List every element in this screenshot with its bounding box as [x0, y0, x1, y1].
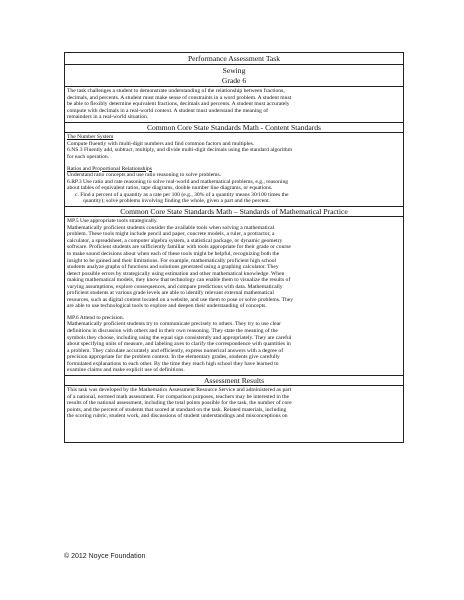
- description-line: remainders in a real-world situation.: [67, 114, 149, 121]
- practice-standards-heading: Common Core State Standards Math – Standards of Mathematical Practice: [65, 207, 403, 217]
- standard-line: Compute fluently with multi-digit numbers and find common factors and multiples.: [67, 140, 255, 147]
- practice-line: to make sound decisions about when each of these tools might be helpful, recognizing both the: [67, 250, 280, 257]
- practice-line: students analyze graphs of functions and solutions generated using a graphing calculator. They: [67, 264, 279, 271]
- ratios-title: Ratios and Proportional Relationships: [67, 165, 152, 172]
- description-line: The task challenges a student to demonstrate understanding of the relationship between fractions,: [67, 88, 285, 95]
- practice-line: varying assumptions, explore consequences, and compare predictions with data. Mathematically: [67, 283, 283, 290]
- practice-line: software. Proficient students are sufficiently familiar with tools appropriate for their grade or course: [67, 244, 291, 251]
- practice-line: formulated explanations to each other. By the time they reach high school they have learned to: [67, 360, 279, 367]
- assessment-results-heading: Assessment Results: [65, 376, 403, 386]
- mp5-title: MP.5 Use appropriate tools strategically.: [67, 218, 158, 225]
- practice-line: proficient students at various grade levels are able to identify relevant external mathematical: [67, 290, 274, 297]
- content-standards-body: [65, 133, 403, 206]
- header-block: [65, 53, 403, 65]
- grade-label: Grade 6: [221, 75, 247, 85]
- standard-subitem: c. Find a percent of a quantity as a rate per 100 (e.g., 30% of a quantity means 30/100 times the: [75, 191, 289, 198]
- practice-line: precision appropriate for the problem context. In the elementary grades, students give carefully: [67, 354, 280, 361]
- assessment-line: of a national, normed math assessment. For comparison purposes, teachers may be interested in the: [67, 393, 289, 400]
- assessment-document: [64, 52, 404, 443]
- mp6-title: MP.6 Attend to precision.: [67, 314, 125, 321]
- assessment-line: points, and the percent of students that scored at standard on the task. Related materials, including: [67, 406, 287, 413]
- practice-line: a problem. They calculate accurately and efficiently, express numerical answers with a degree of: [67, 347, 284, 354]
- practice-line: resources, such as digital content located on a website, and use them to pose or solve problems. They: [67, 296, 294, 303]
- task-title: Performance Assessment Task: [187, 54, 281, 63]
- practice-line: examine claims and make explicit use of definitions.: [67, 367, 185, 374]
- assessment-line: the scoring rubric, student work, and discussions of student understandings and misconceptions on: [67, 413, 288, 420]
- assessment-line: results of the national assessment, including the total points possible for the task, the number of core: [67, 400, 292, 407]
- practice-line: problem. These tools might include pencil and paper, concrete models, a ruler, a protractor, a: [67, 231, 275, 238]
- task-name: Sewing: [222, 66, 246, 76]
- copyright-footer: © 2012 Noyce Foundation: [64, 553, 146, 560]
- practice-line: Mathematically proficient students consider the available tools when solving a mathematical: [67, 224, 275, 231]
- standard-line: Understand ratio concepts and use ratio reasoning to solve problems.: [67, 172, 222, 179]
- description-line: compute with decimals in a real-world context. A student must understand the meaning of: [67, 107, 269, 114]
- assessment-results-body: [65, 386, 403, 442]
- practice-line: definitions in discussion with others and in their own reasoning. They state the meaning of the: [67, 327, 278, 334]
- standard-line: 6.RP.3 Use ratio and rate reasoning to solve real-world and mathematical problems, e.g., reasoning: [67, 178, 289, 185]
- task-description: [65, 87, 403, 123]
- task-name-block: [65, 65, 403, 87]
- practice-line: insight to be gained and their limitations. For example, mathematically proficient high school: [67, 257, 277, 264]
- practice-standards-body: [65, 217, 403, 376]
- content-standards-heading: Common Core State Standards Math - Content Standards: [65, 123, 403, 133]
- practice-line: Mathematically proficient students try to communicate precisely to others. They try to use clear: [67, 321, 281, 328]
- practice-line: symbols they choose, including using the equal sign consistently and appropriately. They are careful: [67, 334, 292, 341]
- standard-subitem: quantity); solve problems involving finding the whole, given a part and the percent.: [83, 198, 271, 205]
- standard-line: 6.NS.3 Fluently add, subtract, multiply, and divide multi-digit decimals using the standard algorithm: [67, 147, 293, 154]
- practice-line: are able to use technological tools to explore and deepen their understanding of concepts.: [67, 303, 267, 310]
- practice-line: making mathematical models, they know that technology can enable them to visualize the results of: [67, 277, 291, 284]
- practice-line: about specifying units of measure, and labeling axes to clarify the correspondence with quantities in: [67, 341, 291, 348]
- standard-line: about tables of equivalent ratios, tape diagrams, double number line diagrams, or equations.: [67, 185, 273, 192]
- description-line: decimals, and percents. A student must make sense of constraints in a word problem. A student must: [67, 94, 292, 101]
- standard-line: for each operation.: [67, 154, 110, 160]
- assessment-line: This task was developed by the Mathematics Assessment Resource Service and administered as part: [67, 387, 292, 394]
- description-line: be able to flexibly determine equivalent fractions, decimals and percents. A student must accurately: [67, 101, 290, 108]
- practice-line: calculator, a spreadsheet, a computer algebra system, a statistical package, or dynamic geometry: [67, 237, 283, 244]
- number-system-title: The Number System: [67, 134, 114, 141]
- practice-line: detect possible errors by strategically using estimation and other mathematical knowledge. When: [67, 270, 285, 277]
